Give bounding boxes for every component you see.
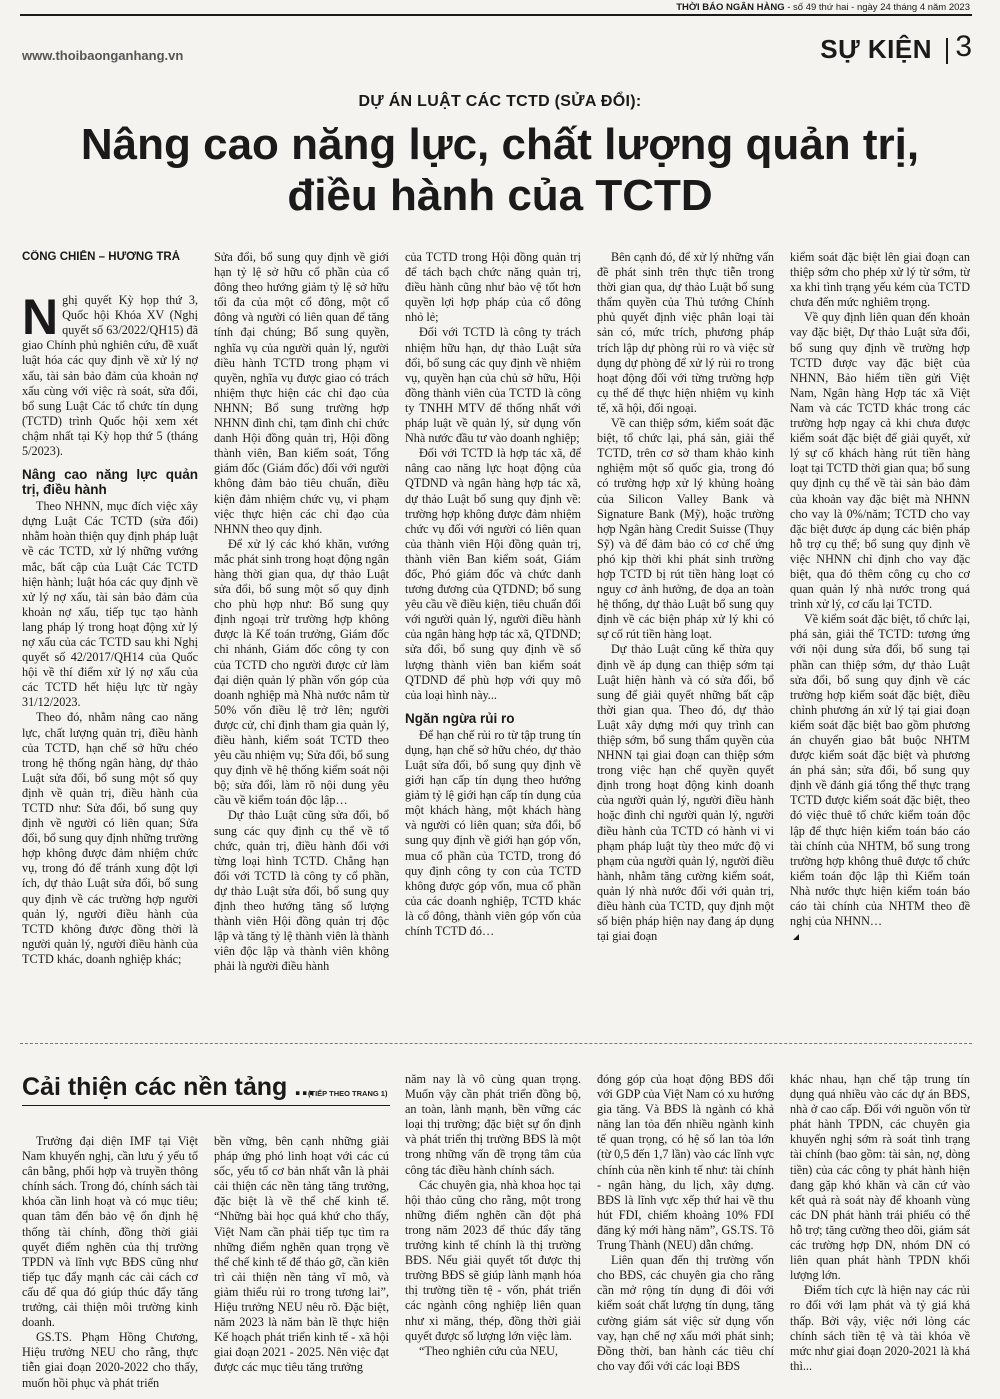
subhead-risk: Ngăn ngừa rủi ro xyxy=(405,710,515,726)
paragraph: năm nay là vô cùng quan trọng. Muốn vậy cần phát triển đồng bộ, an toàn, lành mạnh, bền vững các loại thị trường; đặc biệt sự ổn định và phát triển thị trường BĐS là một trong những vấn đề trọng tâm của công tác điều hành chính sách. xyxy=(405,1072,581,1177)
website-link[interactable]: www.thoibaonganhang.vn xyxy=(22,48,184,63)
paragraph: Theo NHNN, mục đích việc xây dựng Luật Các TCTD (sửa đổi) nhằm hoàn thiện quy định pháp luật về các TCTD, xử lý những vướng mắc, bất cập của Luật Các TCTD hiện hành; luật hóa các quy định về xử lý nợ xấu, tài sản bảo đảm của khoản nợ xấu, tiếp tục tạo hành lang pháp lý trong hoạt động xử lý nợ xấu của các TCTD sau khi Nghị quyết số 42/2017/QH14 của Quốc hội về thí điểm xử lý nợ xấu của các TCTD hết hiệu lực từ ngày 31/12/2023. xyxy=(22,499,198,710)
article2-column-5 xyxy=(790,1072,970,1396)
paragraph: Điểm tích cực là hiện nay các rủi ro đối với lạm phát và tỷ giá khá thấp. Bởi vậy, việc nới lỏng các chính sách tiền tệ và tài khóa về mức như giai đoạn 2020-2021 là khá thì... xyxy=(790,1283,970,1373)
paragraph: Để xử lý các khó khăn, vướng mắc phát sinh trong hoạt động ngân hàng thời gian qua, dự thảo Luật sửa đổi, bổ sung một số quy định cho phù hợp như: Bổ sung quy định ngoại trừ trường hợp không được là Kế toán trưởng, Giám đốc chi nhánh, Giám đốc công ty con của TCTD cho người được cử làm đại diện quản lý phần vốn góp của doanh nghiệp mà Nhà nước nắm từ 50% vốn điều lệ trở lên; người được cử, chỉ định tham gia quản lý, điều hành, kiểm soát TCTD theo yêu cầu nhiệm vụ; Sửa đổi, bổ sung quy định về hệ thống kiểm soát nội bộ; sửa đổi, làm rõ nội dung yêu cầu về kiểm toán độc lập… xyxy=(214,536,389,808)
section-separator xyxy=(946,38,948,64)
paragraph: Các chuyên gia, nhà khoa học tại hội thảo cũng cho rằng, một trong những điểm nghẽn cần đột phá trong năm 2023 để thúc đẩy tăng trưởng kinh tế chính là thị trường BĐS. Nếu giải quyết tốt được thị trường BĐS sẽ giúp lành mạnh hóa thị trường tiền tệ - vốn, phát triển các ngành công nghiệp liên quan như xi măng, thép, đồng thời giải quyết được số lượng lớn việc làm. xyxy=(405,1177,581,1343)
paragraph: Về can thiệp sớm, kiểm soát đặc biệt, tổ chức lại, phá sản, giải thể TCTD, trên cơ sở tham khảo kinh nghiệm một số quốc gia, trong đó có trường hợp xử lý khủng hoảng của Silicon Valley Bank và Signature Bank (Mỹ), hoặc trường hợp Ngân hàng Credit Suisse (Thụy Sỹ) và để đảm bảo có cơ chế ứng phó kịp thời khi phát sinh trường hợp TCTD bị rút tiền hàng loạt có nguy cơ ảnh hưởng, đe dọa an toàn hệ thống, dự thảo Luật bổ sung quy định về các biện pháp xử lý khi có sự cố rút tiền hàng loạt. xyxy=(597,416,774,642)
paragraph: Đối với TCTD là công ty trách nhiệm hữu hạn, dự thảo Luật sửa đổi, bổ sung các quy định về nhiệm vụ, quyền hạn của chủ sở hữu, Hội đồng thành viên của TCTD là công ty TNHH MTV để thống nhất với pháp luật về quản lý, sử dụng vốn Nhà nước đầu tư vào doanh nghiệp; xyxy=(405,325,581,446)
article-kicker: DỰ ÁN LUẬT CÁC TCTD (SỬA ĐỔI): xyxy=(358,93,642,110)
headline-line-1: Nâng cao năng lực, chất lượng quản trị, xyxy=(80,120,920,169)
top-rule xyxy=(20,14,972,16)
article2-column-1 xyxy=(22,1134,198,1396)
article1-column-2 xyxy=(214,250,389,1040)
paragraph: Sửa đổi, bổ sung quy định về giới hạn tỷ lệ sở hữu cổ phần của cổ đông theo hướng giảm tỷ lệ sở hữu tối đa của một cổ đông, một cổ đông và người có liên quan để tăng tính đại chúng; Bổ sung quyền, nghĩa vụ của người quản lý, người điều hành TCTD trong phạm vi quyền, nghĩa vụ được giao có trách nhiệm thực hiện các chỉ đạo của NHNN; Bổ sung trường hợp NHNN đình chỉ, tạm đình chỉ chức danh Hội đồng quản trị, Hội đồng thành viên, Ban kiểm soát, Tổng giám đốc (Giám đốc) đối với người không đảm bảo tiêu chuẩn, điều kiện đảm nhiệm chức vụ, vi phạm việc thực hiện các chỉ đạo của NHNN theo quy định. xyxy=(214,250,389,536)
paragraph: Trưởng đại diện IMF tại Việt Nam khuyến nghị, cần lưu ý yếu tố cân bằng, phối hợp và truyền thông chính sách. Trong đó, chính sách tài khóa cần linh hoạt và có mục tiêu; quan tâm đến bảo vệ ổn định hệ thống tài chính, đồng thời giải quyết điểm nghẽn của thị trường TPDN và lĩnh vực BĐS cũng như tiếp tục đẩy mạnh các cải cách cơ cấu để qua đó giúp thúc đẩy tăng trưởng, cải thiện môi trường kinh doanh. xyxy=(22,1134,198,1330)
article1-column-5 xyxy=(790,250,970,1040)
paragraph: Đối với TCTD là hợp tác xã, để nâng cao năng lực hoạt động của QTDND và ngân hàng hợp tác xã, dự thảo Luật bổ sung quy định về: trường hợp không được đảm nhiệm chức vụ đối với người có liên quan của thành viên Hội đồng quản trị, thành viên Ban kiểm soát, Giám đốc, Phó giám đốc và chức danh tương đương của QTDND; bổ sung yêu cầu về điều kiện, tiêu chuẩn đối với người quản lý, người điều hành của ngân hàng hợp tác xã, QTDND; sửa đổi, bổ sung quy định về số lượng thành viên ban kiểm soát QTDND để phù hợp với quy mô của loại hình này... xyxy=(405,446,581,702)
article2-column-2 xyxy=(214,1134,389,1396)
paragraph: kiểm soát đặc biệt lên giai đoạn can thiệp sớm cho phép xử lý từ sớm, từ xa khi tình trạng yếu kém của TCTD chưa đến mức nghiêm trọng. xyxy=(790,250,970,310)
subhead-governance: Nâng cao năng lực quản trị, điều hành xyxy=(22,467,198,498)
paragraph: Về kiểm soát đặc biệt, tổ chức lại, phá sản, giải thể TCTD: tương ứng với nội dung sửa đổi, bổ sung tại phần can thiệp sớm, dự thảo Luật sửa đổi, bổ sung quy định về các trường hợp kiểm soát đặc biệt, điều chỉnh phương án xử lý tại giai đoạn kiểm soát đặc biệt bao gồm phương án chuyển giao bắt buộc NHTM được kiểm soát đặc biệt và phương án phá sản; sửa đổi, bổ sung quy định về đánh giá tổng thể thực trạng TCTD được kiểm soát đặc biệt, theo đó việc thuê tổ chức kiểm toán độc lập để thực hiện kiểm toán báo cáo tài chính của NHTM, bổ sung trong trường hợp không thuê được tổ chức kiểm toán độc lập thì Kiểm toán Nhà nước thực hiện kiểm toán báo cáo tài chính của NHTM theo đề nghị của NHNN… xyxy=(790,612,970,929)
paragraph: đóng góp của hoạt động BĐS đối với GDP của Việt Nam có xu hướng gia tăng. Và BĐS là ngành có khả năng lan tỏa đến nhiều ngành kinh tế quan trọng, có hệ số lan tỏa lớn (từ 0,5 đến 1,7 lần) vào các lĩnh vực chính của nền kinh tế như: tài chính - ngân hàng, du lịch, xây dựng. BĐS là lĩnh vực xếp thứ hai về thu hút FDI, chiếm khoảng 10% FDI đăng ký mới hàng năm”, GS.TS. Tô Trung Thành (NEU) dẫn chứng. xyxy=(597,1072,774,1253)
paper-name: THỜI BÁO NGÂN HÀNG xyxy=(676,2,785,13)
paragraph: của TCTD trong Hội đồng quản trị để tách bạch chức năng quản trị, điều hành cũng như bảo vệ tốt hơn quyền lợi hợp pháp của cổ đông nhỏ lẻ; xyxy=(405,250,581,325)
paragraph: Dự thảo Luật cũng kế thừa quy định về áp dụng can thiệp sớm tại Luật hiện hành và có sửa đổi, bổ sung để giải quyết những bất cập thời gian qua. Theo đó, dự thảo Luật xây dựng mới quy trình can thiệp sớm, bổ sung thẩm quyền của NHNN tại giai đoạn can thiệp sớm trong việc hạn chế quyền quyết định trong hoạt động kinh doanh của người quản lý, người điều hành hoặc đình chỉ người quản lý, người điều hành của TCTD có hành vi vi phạm pháp luật tùy theo mức độ vi phạm của người quản lý, người điều hành, nhằm tăng cường kiểm soát, quản lý nhà nước đối với quản trị, điều hành của TCTD, quy định một số biện pháp hiện nay đang áp dụng tại giai đoạn xyxy=(597,642,774,944)
page-number: 3 xyxy=(955,30,972,63)
end-mark-icon xyxy=(793,934,799,940)
byline: CÔNG CHIẾN – HƯƠNG TRÀ xyxy=(22,251,180,263)
issue-info xyxy=(676,2,970,13)
paragraph: Về quy định liên quan đến khoản vay đặc biệt, Dự thảo Luật sửa đổi, bổ sung quy định về trường hợp TCTD được vay đặc biệt của NHNN, Bảo hiểm tiền gửi Việt Nam, Ngân hàng Hợp tác xã Việt Nam và các TCTD khác trong các trường hợp ngay cả khi chưa được kiểm soát đặc biệt để giải quyết, xử lý sự cố khách hàng rút tiền hàng loạt tại TCTD thời gian qua; bổ sung quy định cụ thể về tài sản bảo đảm của khoản vay đặc biệt mà NHNN cho vay là 0%/năm; TCTD cho vay đặc biệt được áp dụng các biện pháp hỗ trợ cụ thể; bổ sung quy định về việc NHNN chỉ định cho vay đặc biệt, qua đó thêm công cụ cho cơ quan quản lý nhà nước trong quá trình xử lý, cơ cấu lại TCTD. xyxy=(790,310,970,612)
paragraph: GS.TS. Phạm Hồng Chương, Hiệu trưởng NEU cho rằng, thực tiễn giai đoạn 2020-2022 cho thấy, muốn hồi phục và phát triển xyxy=(22,1330,198,1390)
paragraph: Dự thảo Luật cũng sửa đổi, bổ sung các quy định cụ thể về tổ chức, quản trị, điều hành đối với từng loại hình TCTD. Chẳng hạn đối với TCTD là công ty cổ phần, dự thảo Luật sửa đổi, bổ sung quy định theo hướng tăng số lượng thành viên Hội đồng quản trị độc lập và tăng tỷ lệ thành viên là thành viên độc lập và thành viên không phải là người điều hành xyxy=(214,808,389,974)
article1-column-1 xyxy=(22,250,198,1040)
paragraph: “Theo nghiên cứu của NEU, xyxy=(419,1343,558,1358)
section-name: SỰ KIỆN xyxy=(820,34,932,64)
article2-column-3 xyxy=(405,1072,581,1396)
issue-date: - số 49 thứ hai - ngày 24 tháng 4 năm 2023 xyxy=(784,2,970,13)
paragraph: Theo đó, nhằm nâng cao năng lực, chất lượng quản trị, điều hành của TCTD, hạn chế sở hữu chéo trong hệ thống ngân hàng, dự thảo Luật sửa đổi, bổ sung một số quy định về quản trị, điều hành của TCTD như: Sửa đổi, bổ sung quy định về người có liên quan; Sửa đổi, bổ sung quy định những trường hợp không được đảm nhiệm chức vụ, trong đó để tránh xung đột lợi ích, dự thảo Luật sửa đổi, bổ sung quy định về các trường hợp người quản lý, người điều hành của TCTD không được đồng thời là người quản lý, người điều hành của TCTD khác, doanh nghiệp khác; xyxy=(22,710,198,966)
paragraph: Liên quan đến thị trường vốn cho BĐS, các chuyên gia cho rằng cần mở rộng tín dụng đi đôi với kiểm soát chất lượng tín dụng, tăng cường giám sát việc sử dụng vốn vay, hạn chế nợ xấu mới phát sinh; Đồng thời, ban hành các tiêu chí cho vay đối với các loại BĐS xyxy=(597,1253,774,1373)
article1-column-3 xyxy=(405,250,581,1040)
article2-title-rule xyxy=(22,1105,390,1106)
paragraph: Bên cạnh đó, để xử lý những vấn đề phát sinh trên thực tiễn trong thời gian qua, dự thảo Luật bổ sung thẩm quyền của Thủ tướng Chính phủ quyết định việc phân loại tài sản có, mức trích, phương pháp trích lập dự phòng rủi ro và việc sử dụng dự phòng để xử lý rủi ro trong hoạt động đối với từng trường hợp cụ thể để thực hiện nhiệm vụ kinh tế, xã hội, đối ngoại. xyxy=(597,250,774,415)
paragraph: khác nhau, hạn chế tập trung tín dụng quá nhiều vào các dự án BĐS, nhà ở cao cấp. Đối với nguồn vốn từ phát hành TPDN, các chuyên gia khuyến nghị sớm rà soát tình trạng tài chính (bao gồm: tài sản, nợ, dòng tiền) của các công ty phát hành hiện đang gặp khó khăn và căn cứ vào kết quả rà soát này để khoanh vùng các DN phát hành trái phiếu có thể hỗ trợ; tăng cường theo dõi, giám sát các trường hợp DN, nhóm DN có liên quan phát hành TPDN khối lượng lớn. xyxy=(790,1072,970,1283)
continued-label: (TIẾP THEO TRANG 1) xyxy=(308,1089,388,1098)
paragraph: Để hạn chế rủi ro từ tập trung tín dụng, hạn chế sở hữu chéo, dự thảo Luật sửa đổi, bổ sung quy định về giới hạn cấp tín dụng theo hướng giảm tỷ lệ giới hạn cấp tín dụng của một khách hàng, một khách hàng và người có liên quan; sửa đổi, bổ sung quy định về giới hạn góp vốn, mua cổ phần của TCTD, trong đó quy định công ty con của TCTD không được góp vốn, mua cổ phần của các doanh nghiệp, TCTD khác là cổ đông, thành viên góp vốn của chính TCTD đó… xyxy=(405,727,581,939)
article1-column-4 xyxy=(597,250,774,1040)
article-headline xyxy=(0,119,1000,221)
article2-column-4 xyxy=(597,1072,774,1396)
article-divider xyxy=(20,1043,972,1044)
paragraph: bền vững, bên cạnh những giải pháp ứng phó linh hoạt với các cú sốc, yếu tố cơ bản nhất vẫn là phải cải thiện các nền tảng tăng trưởng, đặc biệt là về thể chế kinh tế. “Những bài học quá khứ cho thấy, Việt Nam cần phải tiếp tục tìm ra những điểm nghẽn quan trọng về thể chế kinh tế để tháo gỡ, cần kiên trì cải thiện nền tảng vĩ mô, và giảm thiểu rủi ro trong tương lai”, Hiệu trưởng NEU nêu rõ. Đặc biệt, năm 2023 là năm bản lề thực hiện Kế hoạch phát triển kinh tế - xã hội giai đoạn 2021 - 2025. Nên việc đạt được các mục tiêu tăng trưởng xyxy=(214,1134,389,1375)
article2-title: Cải thiện các nền tảng ... xyxy=(22,1073,316,1101)
lead-paragraph: ghị quyết Kỳ họp thứ 3, Quốc hội Khóa XV (Nghị quyết số 63/2022/QH15) đã giao Chính phủ nghiên cứu, đề xuất luật hóa các quy định về xử lý nợ xấu, tài sản bảo đảm của khoản nợ xấu cùng với việc rà soát, sửa đổi, bổ sung Luật Các tổ chức tín dụng (TCTD) trình Quốc hội xem xét chậm nhất tại Kỳ họp thứ 5 (tháng 5/2023). xyxy=(22,293,198,459)
dropcap: N xyxy=(22,289,59,346)
headline-line-2: điều hành của TCTD xyxy=(287,171,713,220)
